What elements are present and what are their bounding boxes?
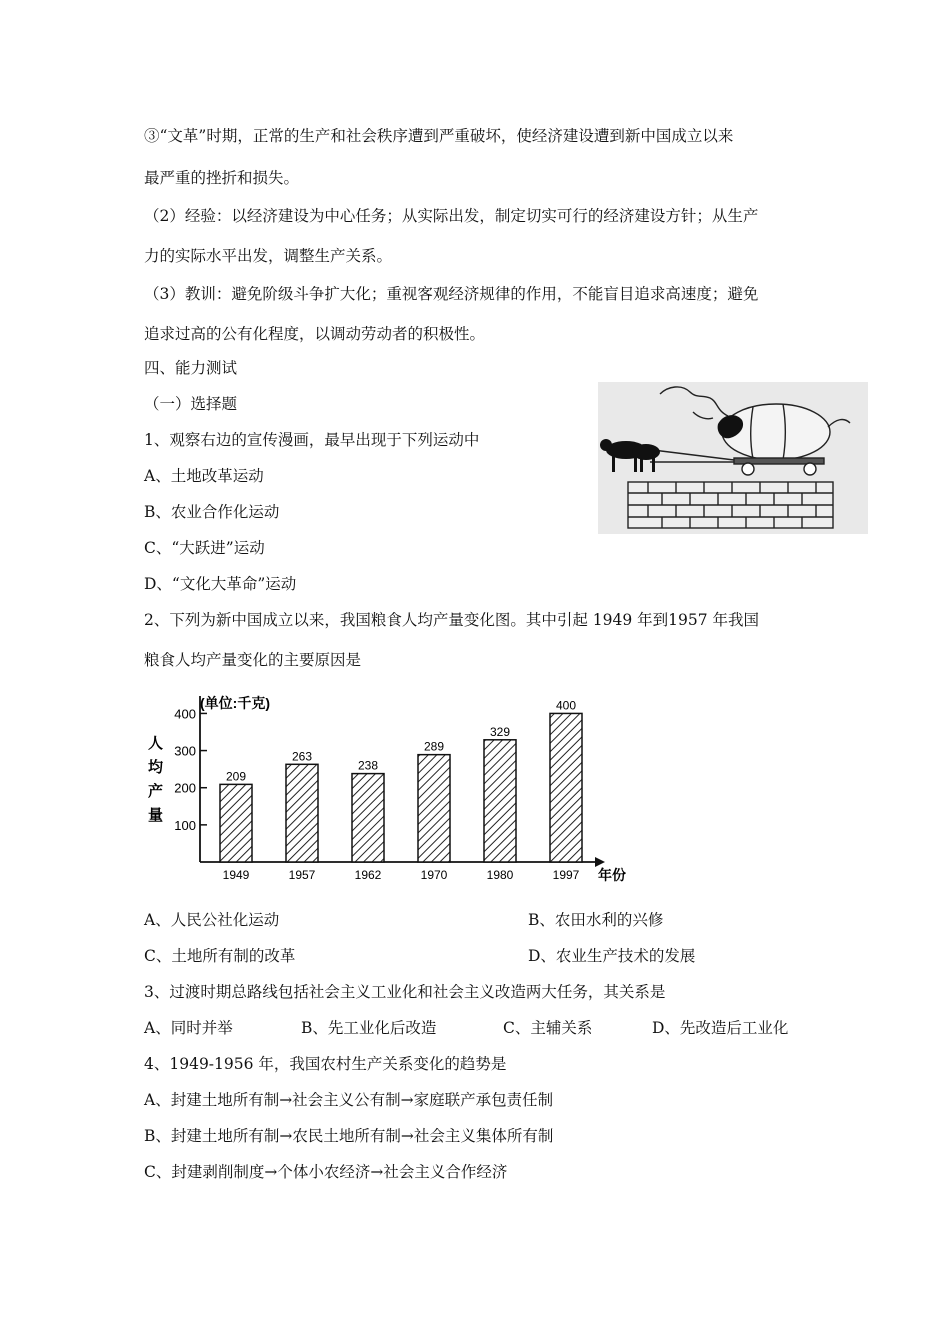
q4-option-b: B、封建土地所有制→农民土地所有制→社会主义集体所有制 [144,1127,554,1145]
line-3: （2）经验：以经济建设为中心任务；从实际出发，制定切实可行的经济建设方针；从生产 [144,207,759,225]
q1-option-b: B、农业合作化运动 [144,503,280,521]
q2-option-d: D、农业生产技术的发展 [528,947,696,965]
q1-option-d: D、“文化大革命”运动 [144,575,297,593]
chart-x-axis-label: 年份 [598,867,626,883]
q1-option-a: A、土地改革运动 [144,467,264,485]
chart-bar [352,774,384,862]
q4-stem: 4、1949-1956 年，我国农村生产关系变化的趋势是 [144,1055,507,1073]
q4-option-a: A、封建土地所有制→社会主义公有制→家庭联产承包责任制 [144,1091,554,1109]
chart-bar [220,784,252,862]
chart-y-tick-label: 100 [174,817,196,833]
chart-bar [418,755,450,862]
q3-option-a: A、同时并举 [144,1019,233,1037]
chart-y-axis-label-char: 均 [148,759,164,776]
chart-bar [286,764,318,862]
q1-option-c: C、“大跃进”运动 [144,539,265,557]
propaganda-cartoon-image [598,382,868,534]
q2-option-b: B、农田水利的兴修 [528,911,664,929]
chart-x-tick-label: 1949 [222,868,250,882]
chart-bar-value-label: 209 [225,769,247,784]
chart-x-tick-label: 1980 [486,868,514,882]
chart-unit-label: (单位:千克) [200,695,270,711]
chart-bar [550,713,582,862]
chart-bar-value-label: 329 [489,724,511,739]
chart-bar-value-label: 400 [555,698,577,713]
q3-option-b: B、先工业化后改造 [301,1019,437,1037]
q2-stem-1: 2、下列为新中国成立以来，我国粮食人均产量变化图。其中引起 1949 年到1957 年我国 [144,611,760,629]
chart-bar-value-label: 289 [423,739,445,754]
subsection-heading: （一）选择题 [144,395,238,413]
chart-y-tick-label: 300 [174,743,196,759]
chart-x-tick-label: 1997 [552,868,580,882]
chart-x-tick-label: 1962 [354,868,382,882]
chart-y-axis-label [148,735,164,824]
grain-per-capita-chart [140,686,640,886]
chart-x-axis-arrow [595,857,605,867]
chart-y-tick-label: 200 [174,780,196,796]
chart-x-tick-label: 1957 [288,868,316,882]
q1-stem: 1、观察右边的宣传漫画，最早出现于下列运动中 [144,431,480,449]
chart-y-axis-label-char: 产 [148,783,164,800]
line-4: 力的实际水平出发，调整生产关系。 [144,247,393,265]
section-heading: 四、能力测试 [144,359,238,377]
line-1: ③“文革”时期，正常的生产和社会秩序遭到严重破坏，使经济建设遭到新中国成立以来 [144,127,734,145]
line-5: （3）教训：避免阶级斗争扩大化；重视客观经济规律的作用，不能盲目追求高速度；避免 [144,285,759,303]
q3-option-d: D、先改造后工业化 [652,1019,789,1037]
line-6: 追求过高的公有化程度，以调动劳动者的积极性。 [144,325,486,343]
cartoon-drawing [598,382,868,534]
chart-y-axis-label-char: 量 [148,807,164,824]
q4-option-c: C、封建剥削制度→个体小农经济→社会主义合作经济 [144,1163,508,1181]
chart-y-axis-label-char: 人 [148,735,164,752]
chart-bar-value-label: 238 [357,758,379,773]
chart-x-tick-label: 1970 [420,868,448,882]
q2-stem-2: 粮食人均产量变化的主要原因是 [144,651,362,669]
q3-stem: 3、过渡时期总路线包括社会主义工业化和社会主义改造两大任务，其关系是 [144,983,666,1001]
line-2: 最严重的挫折和损失。 [144,169,300,187]
q2-option-c: C、土地所有制的改革 [144,947,296,965]
chart-bar [484,740,516,862]
q2-option-a: A、人民公社化运动 [144,911,280,929]
chart-bar-value-label: 263 [291,749,313,764]
q3-option-c: C、主辅关系 [503,1019,593,1037]
chart-y-tick-label: 400 [174,706,196,722]
